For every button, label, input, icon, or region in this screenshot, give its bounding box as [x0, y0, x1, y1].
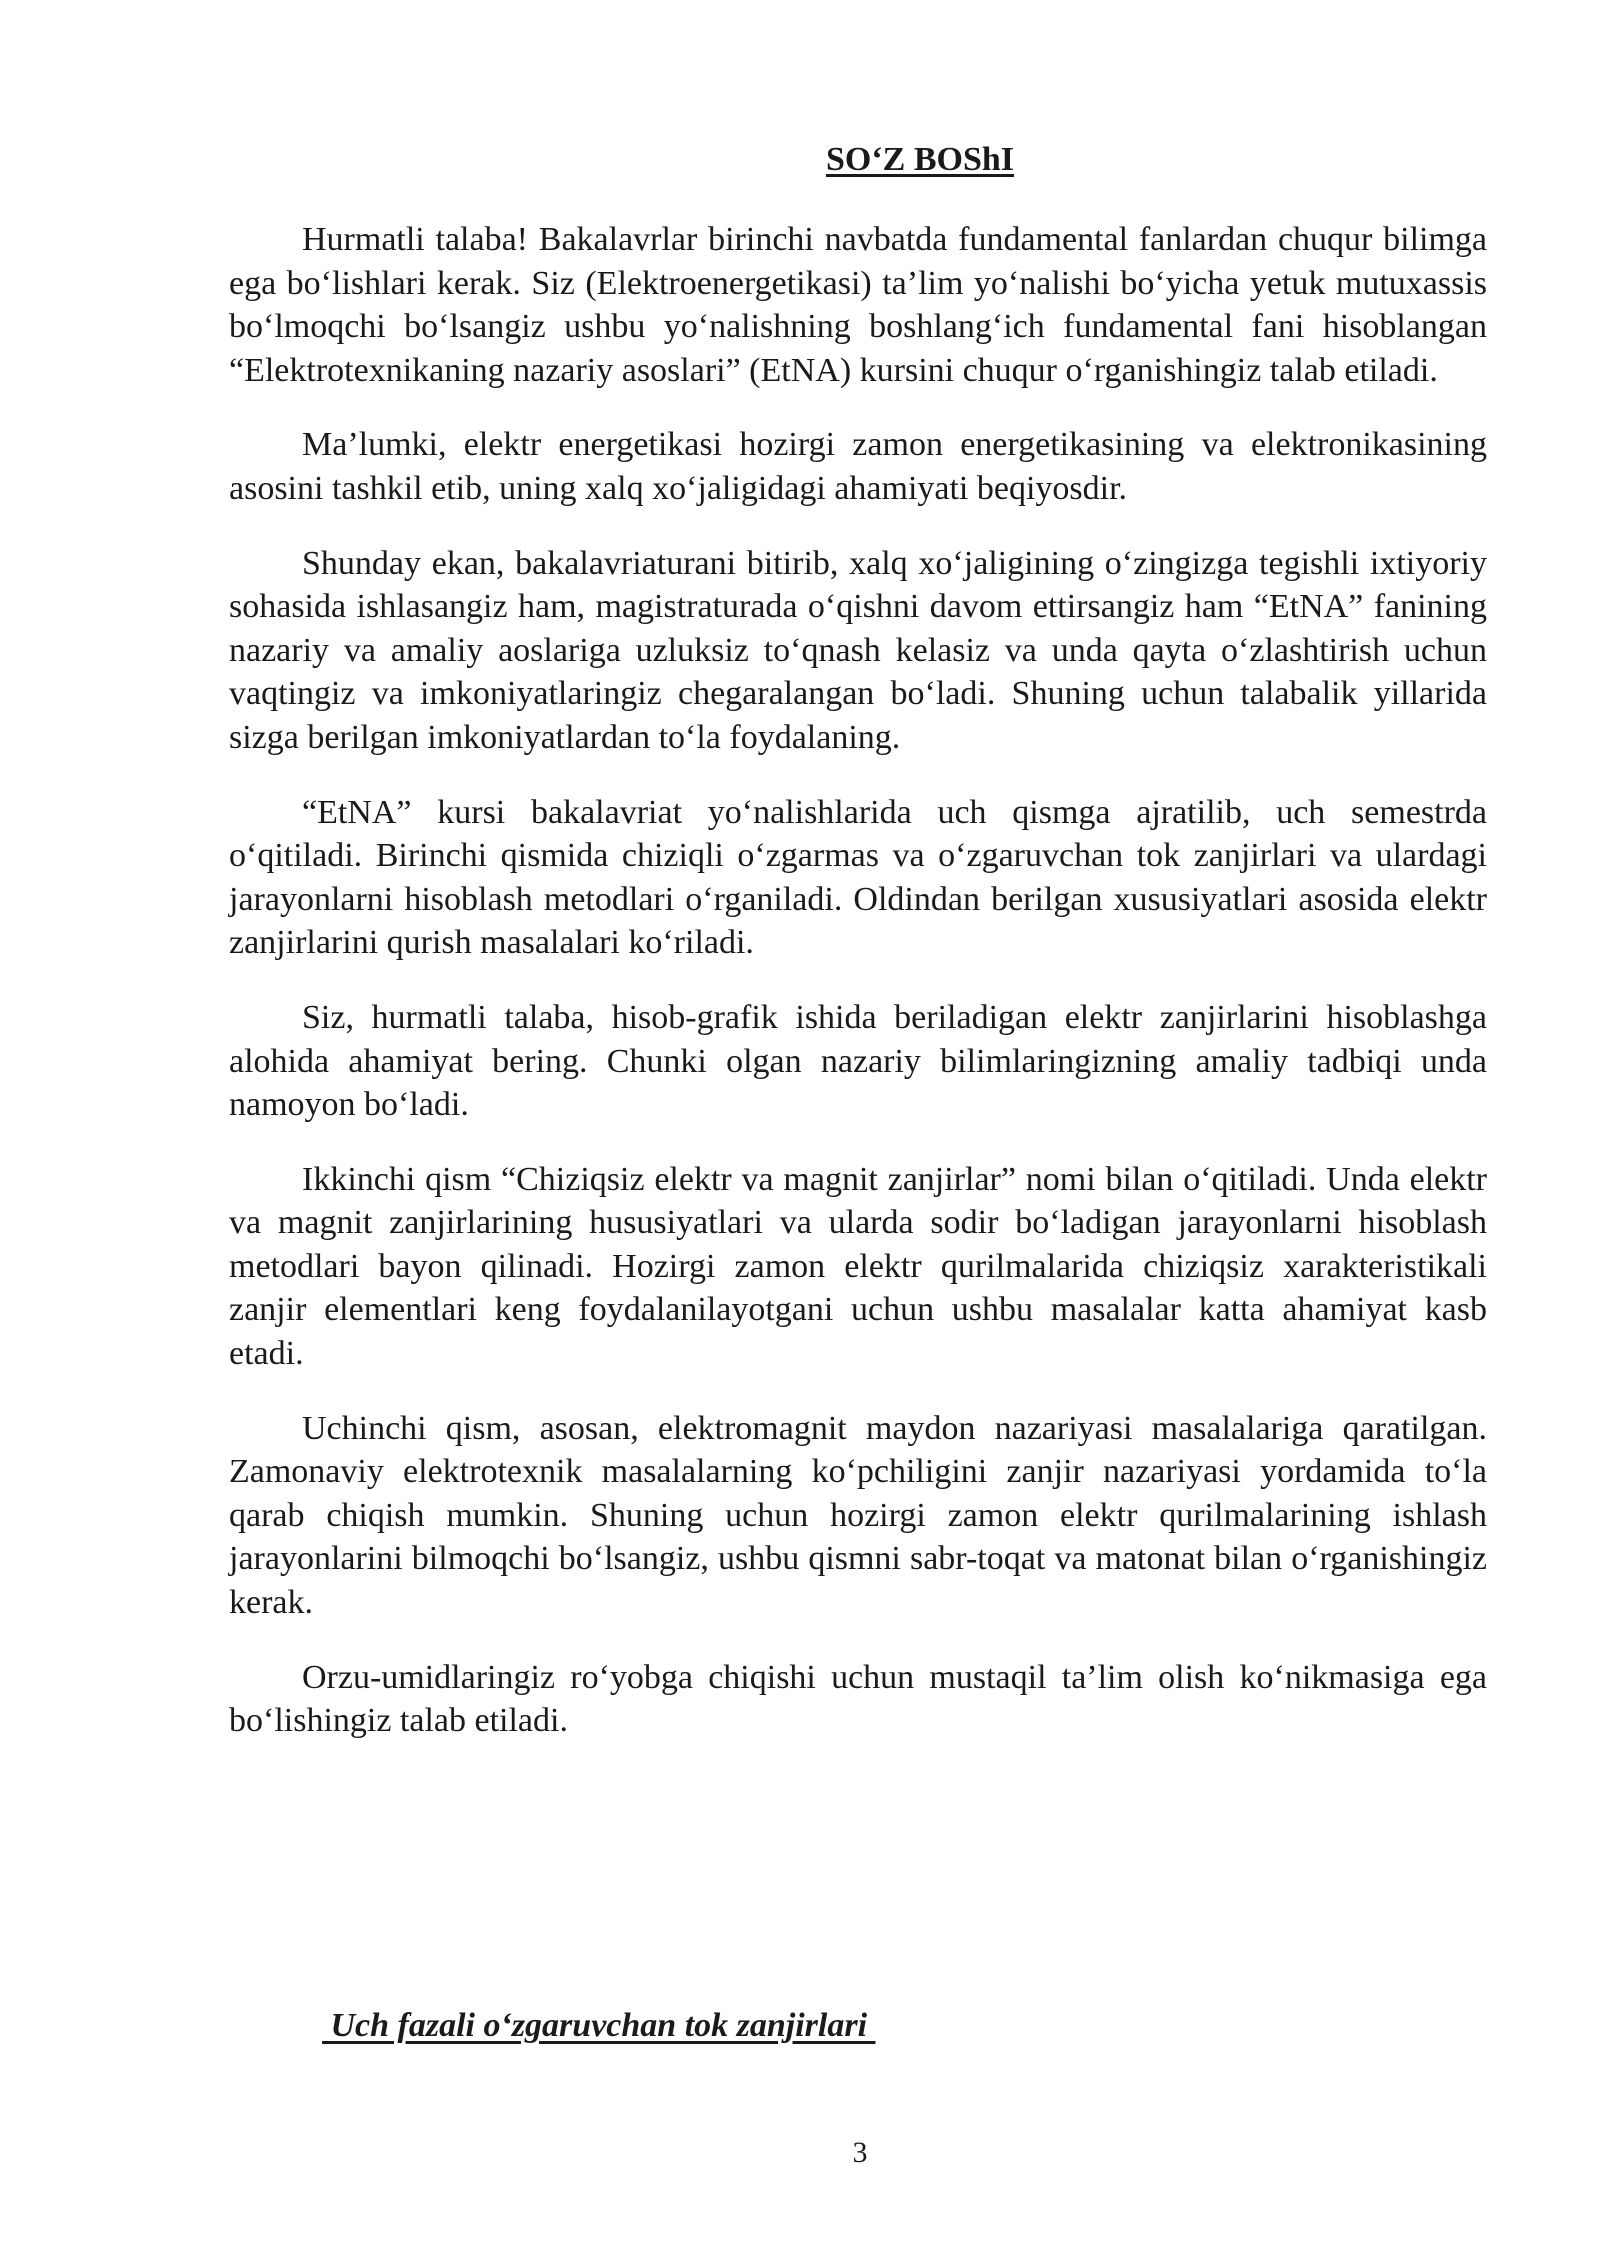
paragraph-7: Uchinchi qism, asosan, elektromagnit maydon nazariyasi masalalariga qaratilgan. Zamonaviy elektrotexnik masalalarning ko‘pchiligini zanjir nazariyasi yordamida to‘la qarab chiqish mumkin. Shuning uchun hozirgi zamon elektr qurilmalarining ishlash jarayonlarini bilmoqchi bo‘lsangiz, ushbu qismni sabr-toqat va matonat bilan o‘rganishingiz kerak. — [229, 1409, 1487, 1622]
paragraph-2: Ma’lumki, elektr energetikasi hozirgi zamon energetikasining va elektronikasining asosini tashkil etib, uning xalq xo‘jaligidagi ahamiyati beqiyosdir. — [229, 426, 1487, 507]
paragraph-1: Hurmatli talaba! Bakalavrlar birinchi navbatda fundamental fanlardan chuqur bilimga ega bo‘lishlari kerak. Siz (Elektroenergetikasi) ta’lim yo‘nalishi bo‘yicha yetuk mutuxassis bo‘lmoqchi bo‘lsangiz ushbu yo‘nalishning boshlang‘ich fundamental fani hisoblangan “Elektrotexnikaning nazariy asoslari” (EtNA) kursini chuqur o‘rganishingiz talab etiladi. — [229, 221, 1487, 389]
paragraph-4: “EtNA” kursi bakalavriat yo‘nalishlarida uch qismga ajratilib, uch semestrda o‘qitiladi. Birinchi qismida chiziqli o‘zgarmas va o‘zgaruvchan tok zanjirlari va ulardagi jarayonlarni hisoblash metodlari o‘rganiladi. Oldindan berilgan xususiyatlari asosida elektr zanjirlarini qurish masalalari ko‘riladi. — [229, 793, 1487, 962]
paragraph-3: Shunday ekan, bakalavriaturani bitirib, xalq xo‘jaligining o‘zingizga tegishli ixtiyoriy sohasida ishlasangiz ham, magistraturada o‘qishni davom ettirsangiz ham “EtNA” fanining nazariy va amaliy aoslariga uzluksiz to‘qnash kelasiz va unda qayta o‘zlashtirish uchun vaqtingiz va imkoniyatlaringiz chegaralangan bo‘ladi. Shuning uchun talabalik yillarida sizga berilgan imkoniyatlardan to‘la foydalaning. — [229, 544, 1487, 756]
page-number: 3 — [852, 2136, 868, 2169]
page-title: SO‘Z BOShI — [825, 141, 1015, 178]
paragraph-5: Siz, hurmatli talaba, hisob-grafik ishida beriladigan elektr zanjirlarini hisoblashga alohida ahamiyat bering. Chunki olgan nazariy bilimlaringizning amaliy tadbiqi unda namoyon bo‘ladi. — [229, 998, 1487, 1124]
body-text — [229, 218, 1487, 1774]
section-title: Uch fazali o‘zgaruvchan tok zanjirlari — [322, 2007, 876, 2044]
paragraph-8: Orzu-umidlaringiz ro‘yobga chiqishi uchun mustaqil ta’lim olish ko‘nikmasiga ega bo‘lishingiz talab etiladi. — [229, 1658, 1487, 1740]
paragraph-6: Ikkinchi qism “Chiziqsiz elektr va magnit zanjirlar” nomi bilan o‘qitiladi. Unda elektr va magnit zanjirlarining hususiyatlari va ularda sodir bo‘ladigan jarayonlarni hisoblash metodlari bayon qilinadi. Hozirgi zamon elektr qurilmalarida chiziqsiz xarakteristikali zanjir elementlari keng foydalanilayotgani uchun ushbu masalalar katta ahamiyat kasb etadi. — [229, 1160, 1487, 1373]
